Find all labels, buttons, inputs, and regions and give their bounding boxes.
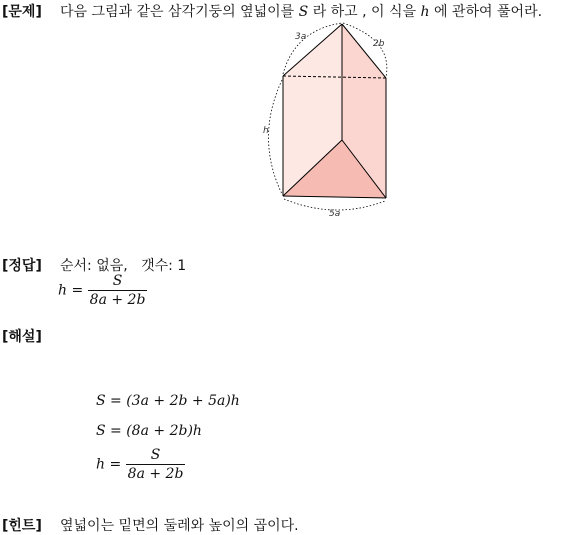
problem-text-b: 라 하고 , 이 식을 — [312, 4, 417, 20]
problem-tag: [문제] — [2, 4, 42, 20]
hint-text: 옆넓이는 밑면의 둘레와 높이의 곱이다. — [60, 518, 299, 534]
answer-fraction — [88, 273, 148, 308]
figure-label-bottom: 5a — [329, 209, 341, 219]
figure-label-top-right: 2b — [373, 39, 385, 49]
explanation-line-3-lhs: h = — [96, 456, 122, 473]
problem-text-c: 에 관하여 풀어라. — [434, 4, 543, 20]
explanation-line-1: S = (3a + 2b + 5a)h — [96, 393, 240, 409]
answer-formula — [58, 273, 147, 308]
explanation-line-2: S = (8a + 2b)h — [96, 423, 202, 439]
triangular-prism-figure — [255, 20, 405, 220]
answer-denominator: 8a + 2b — [89, 292, 146, 308]
explanation-numerator: S — [126, 447, 186, 465]
problem-text-a: 다음 그림과 같은 삼각기둥의 옆넓이를 — [60, 4, 295, 20]
answer-tag: [정답] — [2, 258, 42, 274]
answer-numerator: S — [88, 273, 148, 291]
explanation-tag: [해설] — [2, 329, 42, 345]
figure-label-side: h — [263, 126, 269, 136]
explanation-fraction — [126, 447, 186, 482]
problem-var-h: h — [420, 4, 430, 20]
problem-var-s: S — [298, 4, 309, 20]
explanation-denominator: 8a + 2b — [127, 466, 184, 482]
answer-order: 순서: 없음, — [60, 258, 128, 274]
answer-count: 갯수: 1 — [141, 258, 187, 274]
answer-meta — [60, 255, 186, 275]
problem-text — [60, 1, 542, 21]
answer-lhs: h = — [58, 282, 84, 299]
explanation-line-3 — [96, 447, 185, 482]
hint-tag: [힌트] — [2, 518, 42, 534]
figure-label-top-left: 3a — [295, 32, 307, 42]
